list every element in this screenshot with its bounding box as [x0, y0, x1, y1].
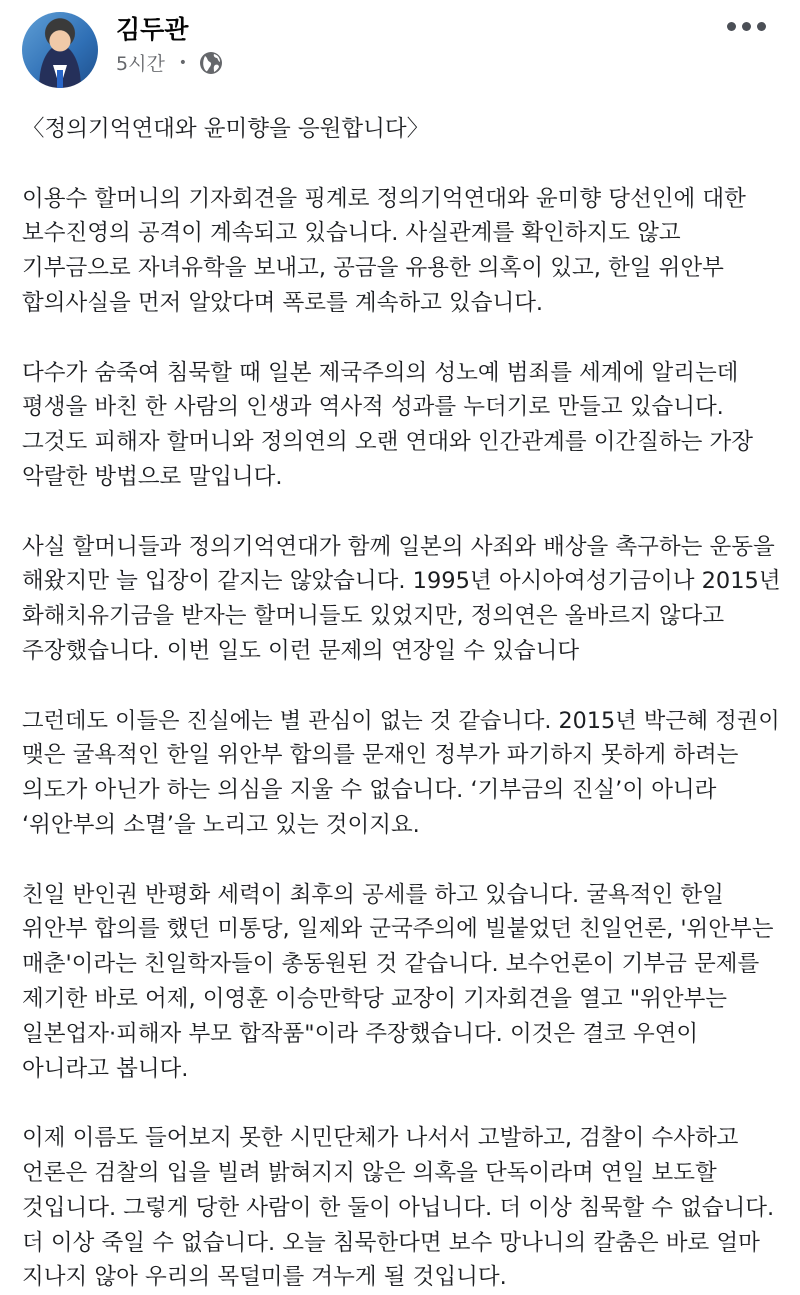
text-line: 평생을 바친 한 사람의 인생과 역사적 성과를 누더기로 만들고 있습니다.	[22, 394, 724, 421]
text-line: 보수진영의 공격이 계속되고 있습니다. 사실관계를 확인하지도 않고	[22, 220, 681, 247]
more-dot-icon	[742, 22, 751, 31]
text-line: 아니라고 봅니다.	[22, 1055, 189, 1082]
text-line: 더 이상 죽일 수 없습니다. 오늘 침묵한다면 보수 망나니의 칼춤은 바로 얼마	[22, 1229, 760, 1256]
text-line: 그런데도 이들은 진실에는 별 관심이 없는 것 같습니다. 2015년 박근혜 정권이	[22, 707, 780, 734]
text-line: 그것도 피해자 할머니와 정의연의 오랜 연대와 인간관계를 이간질하는 가장	[22, 429, 754, 456]
avatar[interactable]	[22, 12, 98, 88]
text-line: 맺은 굴욕적인 한일 위안부 합의를 문재인 정부가 파기하지 못하게 하려는	[22, 742, 739, 769]
avatar-tie	[57, 70, 63, 88]
text-line: 친일 반인권 반평화 세력이 최후의 공세를 하고 있습니다. 굴욕적인 한일	[22, 881, 724, 908]
globe-icon[interactable]	[199, 51, 223, 75]
paragraph	[22, 530, 782, 669]
post-meta	[116, 49, 223, 76]
post-header	[0, 0, 800, 100]
author-name[interactable]: 김두관	[116, 15, 189, 44]
text-line: 것입니다. 그렇게 당한 사람이 한 둘이 아닙니다. 더 이상 침묵할 수 없습니다.	[22, 1194, 775, 1221]
paragraph	[22, 182, 782, 321]
post-content	[22, 112, 782, 1295]
post-time[interactable]: 5시간	[116, 53, 165, 75]
text-line: 해왔지만 늘 입장이 같지는 않았습니다. 1995년 아시아여성기금이나 2015년	[22, 568, 781, 595]
text-line: 의도가 아닌가 하는 의심을 지울 수 없습니다. ‘기부금의 진실’이 아니라	[22, 777, 717, 804]
text-line: 기부금으로 자녀유학을 보내고, 공금을 유용한 의혹이 있고, 한일 위안부	[22, 255, 724, 282]
text-line: 사실 할머니들과 정의기억연대가 함께 일본의 사죄와 배상을 촉구하는 운동을	[22, 533, 775, 560]
post-title-paragraph	[22, 112, 782, 147]
more-options-button[interactable]	[727, 22, 766, 31]
more-dot-icon	[727, 22, 736, 31]
paragraph	[22, 1121, 782, 1295]
text-line: 합의사실을 먼저 알았다며 폭로를 계속하고 있습니다.	[22, 289, 544, 316]
text-line: 다수가 숨죽여 침묵할 때 일본 제국주의의 성노예 범죄를 세계에 알리는데	[22, 359, 739, 386]
text-line: 매춘'이라는 친일학자들이 총동원된 것 같습니다. 보수언론이 기부금 문제를	[22, 951, 760, 978]
text-line: 이용수 할머니의 기자회견을 핑계로 정의기억연대와 윤미향 당선인에 대한	[22, 185, 746, 212]
meta-separator: •	[178, 54, 188, 71]
text-line: 악랄한 방법으로 말입니다.	[22, 463, 283, 490]
text-line: 언론은 검찰의 입을 빌려 밝혀지지 않은 의혹을 단독이라며 연일 보도할	[22, 1159, 717, 1186]
text-line: 위안부 합의를 했던 미통당, 일제와 군국주의에 빌붙었던 친일언론, '위안부는	[22, 916, 774, 943]
more-dot-icon	[757, 22, 766, 31]
post-title: 〈정의기억연대와 윤미향을 응원합니다〉	[22, 116, 430, 142]
text-line: 이제 이름도 들어보지 못한 시민단체가 나서서 고발하고, 검찰이 수사하고	[22, 1125, 739, 1152]
text-line: 지나지 않아 우리의 목덜미를 겨누게 될 것입니다.	[22, 1264, 507, 1291]
paragraph	[22, 356, 782, 495]
text-line: 주장했습니다. 이번 일도 이런 문제의 연장일 수 있습니다	[22, 637, 580, 664]
text-line: 화해치유기금을 받자는 할머니들도 있었지만, 정의연은 올바르지 않다고	[22, 603, 725, 630]
paragraph	[22, 878, 782, 1087]
paragraph	[22, 704, 782, 843]
text-line: 일본업자·피해자 부모 합작품"이라 주장했습니다. 이것은 결코 우연이	[22, 1020, 699, 1047]
text-line: ‘위안부의 소멸’을 노리고 있는 것이지요.	[22, 811, 420, 838]
text-line: 제기한 바로 어제, 이영훈 이승만학당 교장이 기자회견을 열고 "위안부는	[22, 985, 728, 1012]
